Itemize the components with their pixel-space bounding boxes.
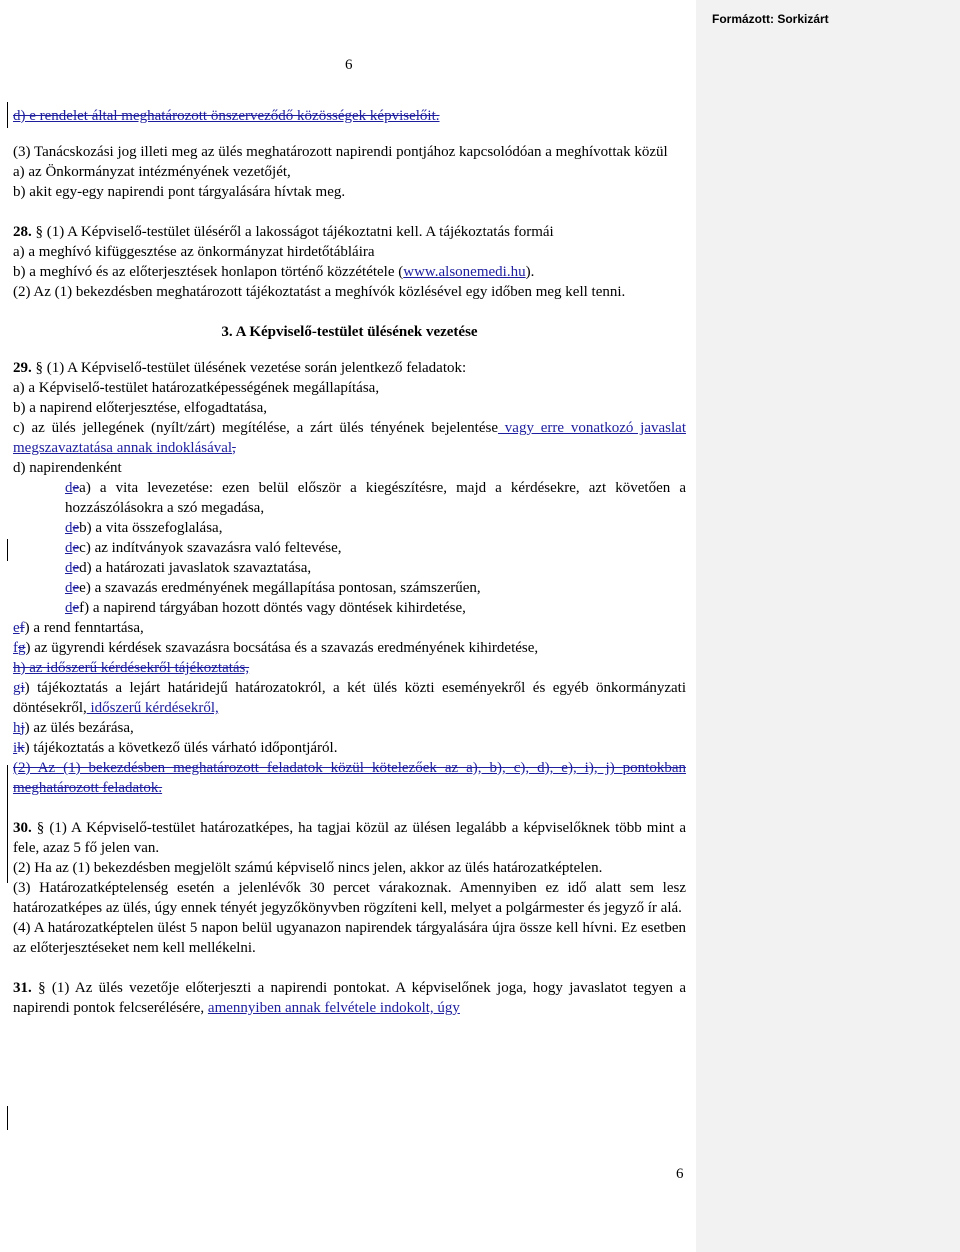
change-bar [7,102,8,128]
section-30-4: (4) A határozatképtelen ülést 5 napon belül ugyanazon napirendek tárgyalására újra össze kell hívni. Ez esetben az előterjesztéseket nem kell mellékelni. [13,920,686,956]
section-28-b: b) a meghívó és az előterjesztések honlapon történő közzététele (www.alsonemedi.hu). [13,264,535,280]
section-30-2: (2) Ha az (1) bekezdésben megjelölt számú képviselő nincs jelen, akkor az ülés határozatképtelen. [13,860,603,876]
document-body [13,106,686,1018]
section-30-3: (3) Határozatképtelenség esetén a jelenlévők 30 percet várakoznak. Amennyiben ez idő alatt sem lesz határozatképes az ülés, úgy ennek tényét jegyzőkönyvben rögzíteni kell, melyet a polgármester és jegyző ír alá. [13,880,686,916]
deleted-item-h: h) az időszerű kérdésekről tájékoztatás, [13,660,250,676]
section-28-2: (2) Az (1) bekezdésben meghatározott tájékoztatást a meghívók közlésével egy időben meg kell tenni. [13,284,626,300]
list-item: ef) a rend fenntartása, [13,620,144,636]
paragraph-3-b: b) akit egy-egy napirendi pont tárgyalására hívtak meg. [13,184,346,200]
comment-margin [696,0,960,1252]
sub-item: dee) a szavazás eredményének megállapítása pontosan, számszerűen, [65,580,481,596]
section-29-a: a) a Képviselő-testület határozatképességének megállapítása, [13,380,380,396]
section-31-1: 31. § (1) Az ülés vezetője előterjeszti a napirendi pontokat. A képviselőnek joga, hogy javaslatot tegyen a napirendi pontok felcserélésére, amennyiben annak felvétele indokolt, úgy [13,980,687,1016]
paragraph-d: d) e rendelet által meghatározott önszerveződő közösségek képviselőit. [13,108,440,124]
list-item: fg) az ügyrendi kérdések szavazásra bocsátása és a szavazás eredményének kihirdetése, [13,640,539,656]
format-note: Formázott: Sorkizárt [712,12,829,26]
list-item: hj) az ülés bezárása, [13,720,134,736]
section-29-c: c) az ülés jellegének (nyílt/zárt) megítélése, a zárt ülés tényének bejelentése vagy erre vonatkozó javaslat megszavaztatása annak indoklásával, [13,420,686,456]
section-29-b: b) a napirend előterjesztése, elfogadtatása, [13,400,268,416]
section-heading: 3. A Képviselő-testület ülésének vezetése [221,324,478,340]
section-28-intro: 28. § (1) A Képviselő-testület üléséről a lakosságot tájékoztatni kell. A tájékoztatás formái [13,224,554,240]
list-item: gi) tájékoztatás a lejárt határidejű határozatokról, a két ülés közti eseményekről és egyéb önkormányzati döntésekről, időszerű kérdésekről, [13,680,686,716]
paragraph-3-a: a) az Önkormányzat intézményének vezetőjét, [13,164,291,180]
sub-item: dea) a vita levezetése: ezen belül először a kiegészítésre, majd a kérdésekre, azt követően a hozzászólásokra a szó megadása, [65,480,686,516]
header-page-number: 6 [345,57,353,73]
section-30-1: 30. § (1) A Képviselő-testület határozatképes, ha tagjai közül az ülésen legalább a képviselőknek több mint a fele, azaz 5 fő jelen van. [13,820,687,856]
change-bar [7,1106,8,1130]
change-bar [7,765,8,883]
list-item: ik) tájékoztatás a következő ülés várható időpontjáról. [13,740,338,756]
website-link[interactable]: www.alsonemedi.hu [403,264,526,280]
sub-item: deb) a vita összefoglalása, [65,520,223,536]
sub-item: dec) az indítványok szavazásra való feltevése, [65,540,342,556]
section-29-d: d) napirendenként [13,460,122,476]
change-bar [7,539,8,561]
sub-item: ded) a határozati javaslatok szavaztatása, [65,560,312,576]
sub-item: def) a napirend tárgyában hozott döntés vagy döntések kihirdetése, [65,600,466,616]
footer-page-number: 6 [676,1166,684,1182]
section-28-a: a) a meghívó kifüggesztése az önkormányzat hirdetőtábláira [13,244,375,260]
section-29-intro: 29. § (1) A Képviselő-testület ülésének vezetése során jelentkező feladatok: [13,360,467,376]
paragraph-3: (3) Tanácskozási jog illeti meg az ülés meghatározott napirendi pontjához kapcsolódóan a meghívottak közül [13,144,668,160]
deleted-paragraph-29-2: (2) Az (1) bekezdésben meghatározott feladatok közül kötelezőek az a), b), c), d), e), i), j) pontokban meghatározott feladatok. [13,760,686,796]
